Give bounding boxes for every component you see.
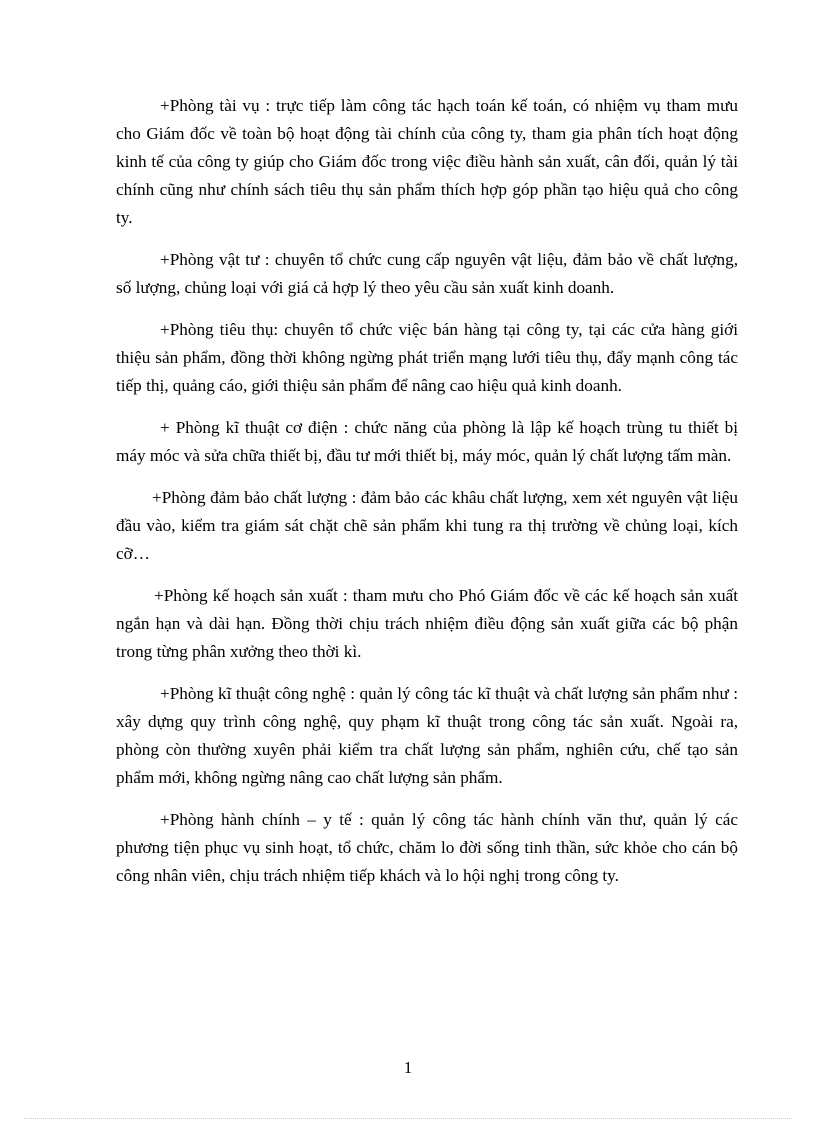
paragraph-phong-ki-thuat-co-dien: + Phòng kĩ thuật cơ điện : chức năng của phòng là lập kế hoạch trùng tu thiết bị máy móc và sửa chữa thiết bị, đầu tư mới thiết bị, máy móc, quản lý chất lượng tấm màn. xyxy=(116,418,738,465)
paragraph-phong-hanh-chinh-y-te: +Phòng hành chính – y tế : quản lý công tác hành chính văn thư, quản lý các phương tiện phục vụ sinh hoạt, tổ chức, chăm lo đời sống tinh thần, sức khỏe cho cán bộ công nhân viên, chịu trách nhiệm tiếp khách và lo hội nghị trong công ty. xyxy=(116,810,738,885)
page-bottom-divider xyxy=(24,1118,792,1119)
paragraph-phong-tieu-thu: +Phòng tiêu thụ: chuyên tổ chức việc bán hàng tại công ty, tại các cửa hàng giới thiệu sản phẩm, đồng thời không ngừng phát triển mạng lưới tiêu thụ, đẩy mạnh công tác tiếp thị, quảng cáo, giới thiệu sản phẩm để nâng cao hiệu quả kinh doanh. xyxy=(116,320,738,395)
paragraph-phong-tai-vu: +Phòng tài vụ : trực tiếp làm công tác hạch toán kế toán, có nhiệm vụ tham mưu cho Giám đốc về toàn bộ hoạt động tài chính của công ty, tham gia phân tích hoạt động kinh tế của công ty giúp cho Giám đốc trong việc điều hành sản xuất, cân đối, quản lý tài chính cũng như chính sách tiêu thụ sản phẩm thích hợp góp phần tạo hiệu quả cho công ty. xyxy=(116,96,738,227)
paragraph-phong-ke-hoach-san-xuat: +Phòng kế hoạch sản xuất : tham mưu cho Phó Giám đốc về các kế hoạch sản xuất ngắn hạn và dài hạn. Đồng thời chịu trách nhiệm điều động sản xuất giữa các bộ phận trong từng phân xưởng theo thời kì. xyxy=(116,586,738,661)
document-body xyxy=(116,92,738,904)
paragraph-phong-dam-bao-chat-luong: +Phòng đảm bảo chất lượng : đảm bảo các khâu chất lượng, xem xét nguyên vật liệu đầu vào, kiểm tra giám sát chặt chẽ sản phẩm khi tung ra thị trường về chủng loại, kích cỡ… xyxy=(116,488,738,563)
page-number: 1 xyxy=(403,1058,413,1077)
paragraph-phong-vat-tu: +Phòng vật tư : chuyên tổ chức cung cấp nguyên vật liệu, đảm bảo về chất lượng, số lượng, chủng loại với giá cả hợp lý theo yêu cầu sản xuất kinh doanh. xyxy=(116,250,738,297)
paragraph-phong-ki-thuat-cong-nghe: +Phòng kĩ thuật công nghệ : quản lý công tác kĩ thuật và chất lượng sản phẩm như : xây dựng quy trình công nghệ, quy phạm kĩ thuật trong công tác sản xuất. Ngoài ra, phòng còn thường xuyên phải kiểm tra chất lượng sản phẩm, nghiên cứu, chế tạo sản phẩm mới, không ngừng nâng cao chất lượng sản phẩm. xyxy=(116,684,738,787)
